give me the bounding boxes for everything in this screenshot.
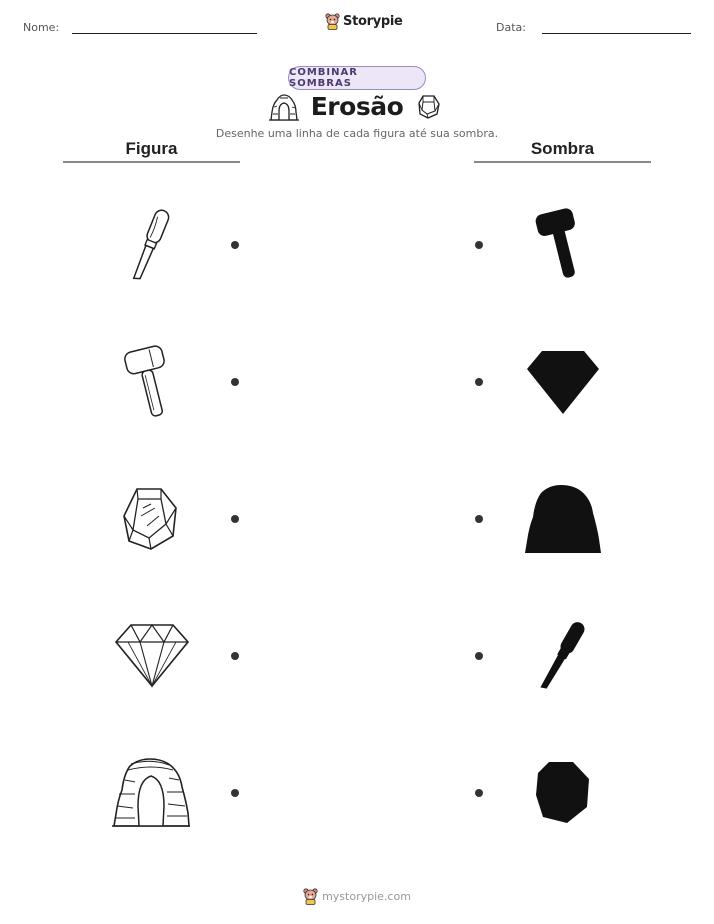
figure-column-heading: Figura [125, 139, 178, 158]
figure-dot-4[interactable] [231, 652, 239, 660]
shadow-dot-2[interactable] [475, 378, 483, 386]
gemstone-shadow-icon [533, 759, 593, 825]
brand-name: Storypie [343, 14, 403, 29]
chisel-icon [118, 206, 182, 286]
bear-mascot-icon [303, 888, 318, 905]
footer [0, 888, 714, 905]
rock-arch-shadow-icon [523, 483, 603, 555]
rock-arch-title-icon [268, 92, 300, 122]
activity-badge: COMBINAR SOMBRAS [288, 66, 426, 90]
name-label: Nome: [23, 21, 60, 34]
figure-dot-3[interactable] [231, 515, 239, 523]
shadow-dot-5[interactable] [475, 789, 483, 797]
brand-logo [325, 13, 403, 30]
page-title: Erosão [310, 92, 404, 121]
shadow-dot-3[interactable] [475, 515, 483, 523]
hammer-shadow-icon [538, 208, 588, 282]
shadow-column-underline [474, 161, 651, 163]
shadow-dot-1[interactable] [475, 241, 483, 249]
footer-url[interactable]: mystorypie.com [322, 890, 411, 903]
bear-mascot-icon [325, 13, 340, 30]
diamond-icon [114, 622, 190, 688]
figure-column-underline [63, 161, 240, 163]
name-field[interactable] [72, 33, 257, 34]
date-label: Data: [496, 21, 526, 34]
chisel-shadow-icon [530, 616, 594, 696]
shadow-column-heading: Sombra [530, 139, 595, 158]
figure-dot-5[interactable] [231, 789, 239, 797]
figure-dot-2[interactable] [231, 378, 239, 386]
shadow-dot-4[interactable] [475, 652, 483, 660]
gemstone-icon [121, 486, 181, 552]
date-field[interactable] [542, 33, 691, 34]
rock-arch-icon [111, 756, 191, 830]
hammer-icon [126, 346, 176, 418]
figure-dot-1[interactable] [231, 241, 239, 249]
gemstone-title-icon [417, 94, 441, 120]
instructions: Desenhe uma linha de cada figura até sua sombra. [215, 127, 499, 140]
diamond-shadow-icon [526, 349, 600, 415]
